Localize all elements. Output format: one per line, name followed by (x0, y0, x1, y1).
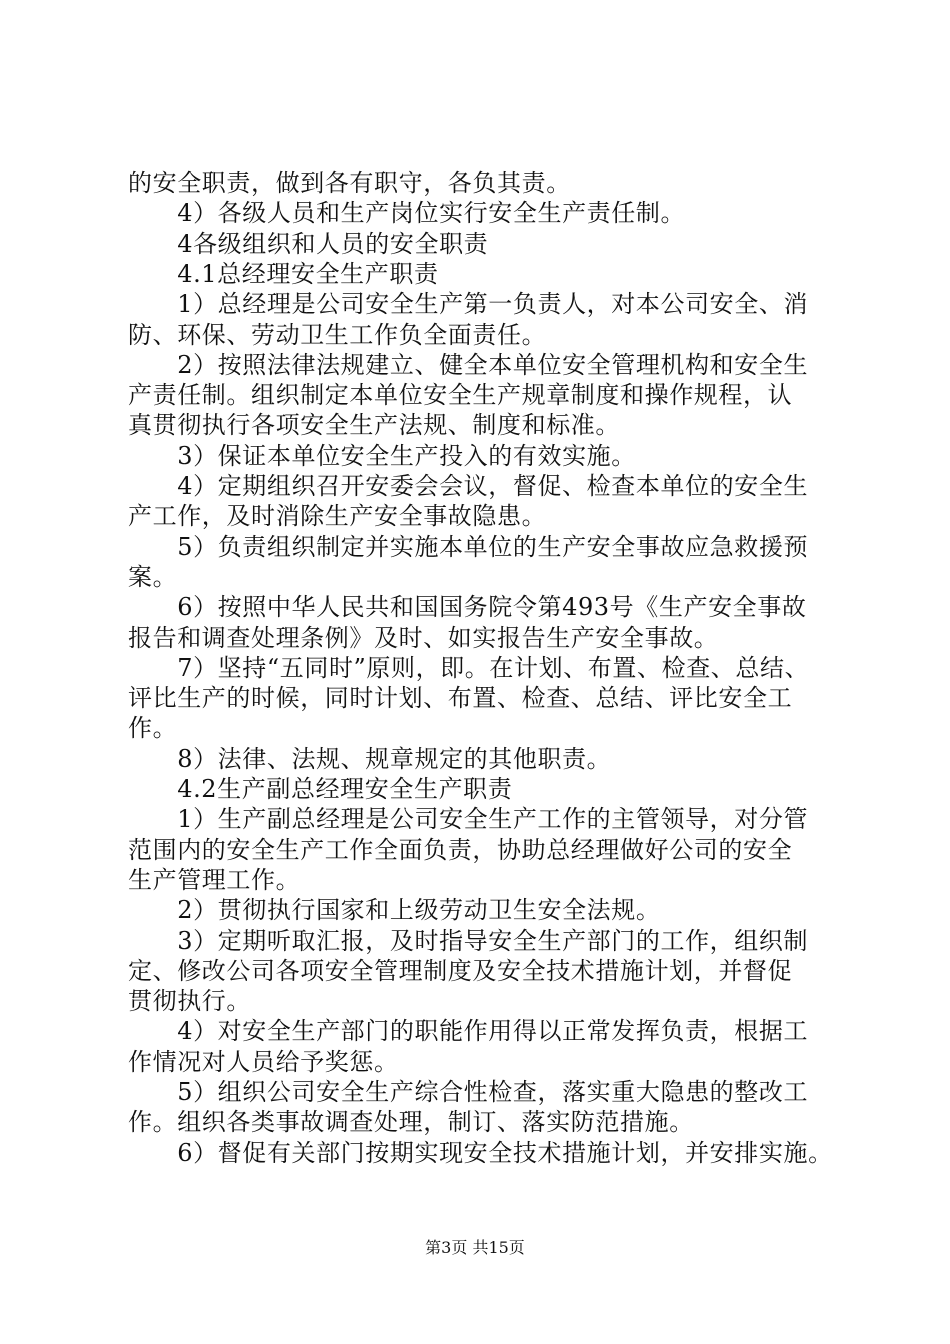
text-line: 报告和调查处理条例》及时、如实报告生产安全事故。 (128, 624, 719, 652)
section-heading: 4各级组织和人员的安全职责 (128, 230, 489, 258)
text-line: 案。 (128, 563, 178, 591)
text-line: 2）按照法律法规建立、健全本单位安全管理机构和安全生 (128, 351, 809, 379)
text-line: 3）定期听取汇报，及时指导安全生产部门的工作，组织制 (128, 927, 809, 955)
text-line: 评比生产的时候，同时计划、布置、检查、总结、评比安全工 (128, 684, 793, 712)
text-line: 作。组织各类事故调查处理，制订、落实防范措施。 (128, 1108, 694, 1136)
text-line: 1）总经理是公司安全生产第一负责人，对本公司安全、消 (128, 290, 809, 318)
text-line: 定、修改公司各项安全管理制度及安全技术措施计划，并督促 (128, 957, 793, 985)
text-line: 2）贯彻执行国家和上级劳动卫生安全法规。 (128, 896, 661, 924)
text-line: 8）法律、法规、规章规定的其他职责。 (128, 745, 612, 773)
text-line: 5）负责组织制定并实施本单位的生产安全事故应急救援预 (128, 533, 809, 561)
text-line: 6）督促有关部门按期实现安全技术措施计划，并安排实施。 (128, 1139, 833, 1167)
text-line: 真贯彻执行各项安全生产法规、制度和标准。 (128, 411, 620, 439)
text-line: 防、环保、劳动卫生工作负全面责任。 (128, 321, 547, 349)
subsection-heading: 4.1总经理安全生产职责 (128, 260, 439, 288)
text-line: 范围内的安全生产工作全面负责，协助总经理做好公司的安全 (128, 836, 793, 864)
text-line: 产责任制。组织制定本单位安全生产规章制度和操作规程，认 (128, 381, 793, 409)
subsection-heading: 4.2生产副总经理安全生产职责 (128, 775, 513, 803)
text-line: 作情况对人员给予奖惩。 (128, 1048, 399, 1076)
text-line: 的安全职责，做到各有职守，各负其责。 (128, 169, 571, 197)
text-line: 作。 (128, 714, 178, 742)
text-line: 1）生产副总经理是公司安全生产工作的主管领导，对分管 (128, 805, 809, 833)
text-line: 4）对安全生产部门的职能作用得以正常发挥负责，根据工 (128, 1017, 809, 1045)
text-line: 3）保证本单位安全生产投入的有效实施。 (128, 442, 636, 470)
text-line: 产工作，及时消除生产安全事故隐患。 (128, 502, 547, 530)
text-line: 4）定期组织召开安委会会议，督促、检查本单位的安全生 (128, 472, 809, 500)
text-line: 贯彻执行。 (128, 987, 251, 1015)
text-line: 生产管理工作。 (128, 866, 301, 894)
page-number-footer: 第3页 共15页 (425, 1238, 525, 1257)
text-line: 7）坚持“五同时”原则，即。在计划、布置、检查、总结、 (128, 654, 810, 682)
text-line: 6）按照中华人民共和国国务院令第493号《生产安全事故 (128, 593, 807, 621)
text-line: 5）组织公司安全生产综合性检查，落实重大隐患的整改工 (128, 1078, 809, 1106)
text-line: 4）各级人员和生产岗位实行安全生产责任制。 (128, 199, 686, 227)
